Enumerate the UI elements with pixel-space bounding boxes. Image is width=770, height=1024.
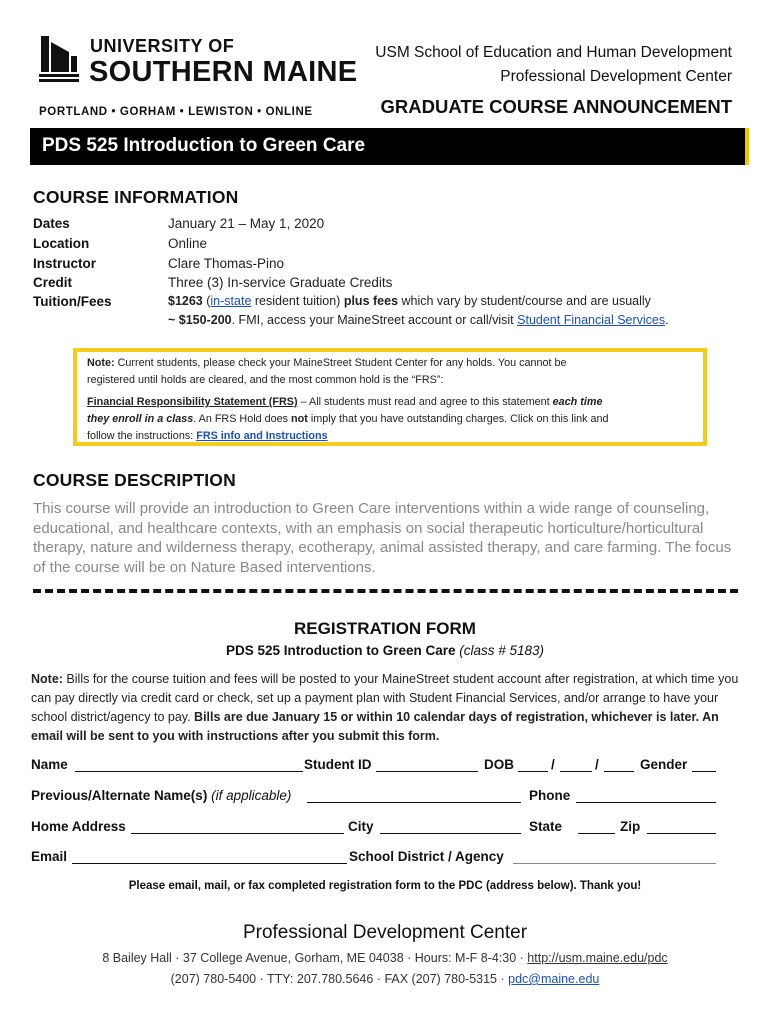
registration-course (0, 643, 770, 658)
email-field[interactable] (72, 849, 347, 864)
course-info-heading: COURSE INFORMATION (33, 187, 239, 207)
note-label: Note: (87, 357, 115, 369)
frs-each-time: each time (552, 396, 603, 408)
zip-label: Zip (620, 819, 641, 834)
tuition-resident: resident tuition) (251, 294, 344, 308)
school-name: USM School of Education and Human Development (375, 44, 732, 61)
course-title-bar (30, 128, 749, 165)
footer-url-link[interactable]: http://usm.maine.edu/pdc (527, 951, 668, 965)
footer-title: Professional Development Center (242, 922, 528, 943)
info-label-tuition: Tuition/Fees (33, 294, 112, 309)
city-field[interactable] (380, 819, 521, 834)
city-label: City (348, 819, 374, 834)
fees-amount: ~ $150-200 (168, 313, 232, 327)
submission-instructions: Please email, mail, or fax completed registration form to the PDC (address below). Thank you! (128, 880, 642, 892)
info-value-dates: January 21 – May 1, 2020 (168, 216, 325, 231)
frs-info-link[interactable]: FRS info and Instructions (196, 430, 328, 442)
registration-course-title: PDS 525 Introduction to Green Care (225, 643, 456, 658)
info-value-location: Online (168, 236, 208, 251)
fees-end: . (665, 313, 669, 327)
frs-enroll: they enroll in a class (87, 413, 194, 425)
course-description-text: This course will provide an introduction to Green Care interventions within a wide range of counseling, educational, and healthcare contexts, with an emphasis on social therapeutic horticulture/horticultural therapy, nature and wilderness therapy, ecotherapy, animal assisted therapy, and care farming. The focus of the course will be on Nature Based interventions. (33, 500, 732, 576)
course-description-heading: COURSE DESCRIPTION (33, 470, 236, 490)
if-applicable-label: (if applicable) (211, 788, 292, 803)
logo-southern-maine: SOUTHERN MAINE (89, 56, 358, 88)
logo-cities: PORTLAND • GORHAM • LEWISTON • ONLINE (39, 106, 313, 118)
email-label: Email (31, 849, 68, 864)
footer-contact (0, 972, 770, 986)
frs-title: Financial Responsibility Statement (FRS) (87, 396, 298, 408)
note-line-5 (87, 430, 328, 442)
district-label: School District / Agency (349, 849, 504, 864)
note-text-1: Current students, please check your MaineStreet Student Center for any holds. You cannot be (114, 357, 567, 369)
gender-label: Gender (640, 757, 688, 772)
tuition-rest: which vary by student/course and are usually (398, 294, 651, 308)
student-id-field[interactable] (376, 757, 478, 772)
center-name: Professional Development Center (500, 68, 732, 85)
info-label-instructor: Instructor (33, 256, 97, 271)
course-title: PDS 525 Introduction to Green Care (42, 135, 366, 156)
frs-text-4: follow the instructions: (87, 430, 197, 442)
dob-sep-1: / (551, 757, 555, 772)
info-value-credit: Three (3) In-service Graduate Credits (168, 275, 393, 290)
footer-address (0, 951, 770, 965)
note-line-1 (87, 357, 567, 369)
info-label-location: Location (33, 236, 90, 251)
name-label: Name (31, 757, 68, 772)
registration-class-number: (class # 5183) (459, 643, 545, 658)
info-value-fees (168, 313, 669, 327)
state-label: State (529, 819, 563, 834)
footer-phone-text: (207) 780-5400 · TTY: 207.780.5646 · FAX (207) 780-5315 · (170, 972, 509, 986)
zip-field[interactable] (647, 819, 716, 834)
note-line-4 (87, 413, 609, 425)
frs-text: – All students must read and agree to this statement (297, 396, 553, 408)
frs-text-2: . An FRS Hold does (193, 413, 292, 425)
info-label-credit: Credit (33, 275, 73, 290)
frs-text-3: imply that you have outstanding charges. Click on this link and (307, 413, 609, 425)
phone-field[interactable] (576, 788, 716, 803)
prev-name-label (31, 788, 291, 803)
frs-not: not (291, 413, 308, 425)
dob-label: DOB (484, 757, 514, 772)
prev-name-label-text: Previous/Alternate Name(s) (31, 788, 208, 803)
name-field[interactable] (75, 757, 303, 772)
note-line-2: registered until holds are cleared, and the most common hold is the “FRS”: (87, 374, 444, 386)
tuition-amount: $1263 (168, 294, 203, 308)
prev-name-field[interactable] (307, 788, 521, 803)
dob-month-field[interactable] (518, 757, 548, 772)
dob-year-field[interactable] (604, 757, 634, 772)
student-id-label: Student ID (304, 757, 372, 772)
student-financial-services-link[interactable]: Student Financial Services (517, 313, 666, 327)
state-field[interactable] (578, 819, 615, 834)
registration-note-label: Note: (31, 672, 63, 686)
phone-label: Phone (529, 788, 571, 803)
footer-email-link[interactable]: pdc@maine.edu (508, 972, 600, 986)
dob-day-field[interactable] (560, 757, 592, 772)
info-value-instructor: Clare Thomas-Pino (168, 256, 285, 271)
registration-note (31, 670, 741, 746)
info-value-tuition: $1263 (in-state resident tuition) plus fees which vary by student/course and are usually (168, 294, 651, 308)
note-line-3 (87, 396, 602, 408)
registration-note-bold-2: . An email will be sent to you with instructions after you submit this form. (31, 710, 719, 743)
tuition-plus-fees: plus fees (343, 294, 399, 308)
info-label-dates: Dates (33, 216, 70, 231)
cut-line-divider (33, 589, 738, 603)
university-logo-icon (39, 36, 79, 84)
district-field[interactable] (513, 849, 716, 864)
gender-field[interactable] (692, 757, 716, 772)
registration-heading: REGISTRATION FORM (294, 619, 476, 638)
logo-university-of: UNIVERSITY OF (90, 36, 235, 56)
dob-sep-2: / (595, 757, 599, 772)
home-address-label: Home Address (31, 819, 126, 834)
announcement-heading: GRADUATE COURSE ANNOUNCEMENT (380, 96, 732, 117)
footer-address-text: 8 Bailey Hall · 37 College Avenue, Gorham, ME 04038 · Hours: M-F 8-4:30 · (102, 951, 528, 965)
home-address-field[interactable] (131, 819, 344, 834)
registration-note-bold: Bills are due January 15 or within 10 calendar days of registration, whichever is later (194, 710, 696, 724)
fees-rest: . FMI, access your MaineStreet account or call/visit (231, 313, 518, 327)
registration-note-text: Bills for the course tuition and fees will be posted to your MaineStreet student account after registration, at which time you can pay directly via credit card or check, set up a payment plan with Student Financial Services, and/or arrange to have your school district/agency to pay. (31, 672, 739, 724)
instate-link[interactable]: in-state (210, 294, 252, 308)
